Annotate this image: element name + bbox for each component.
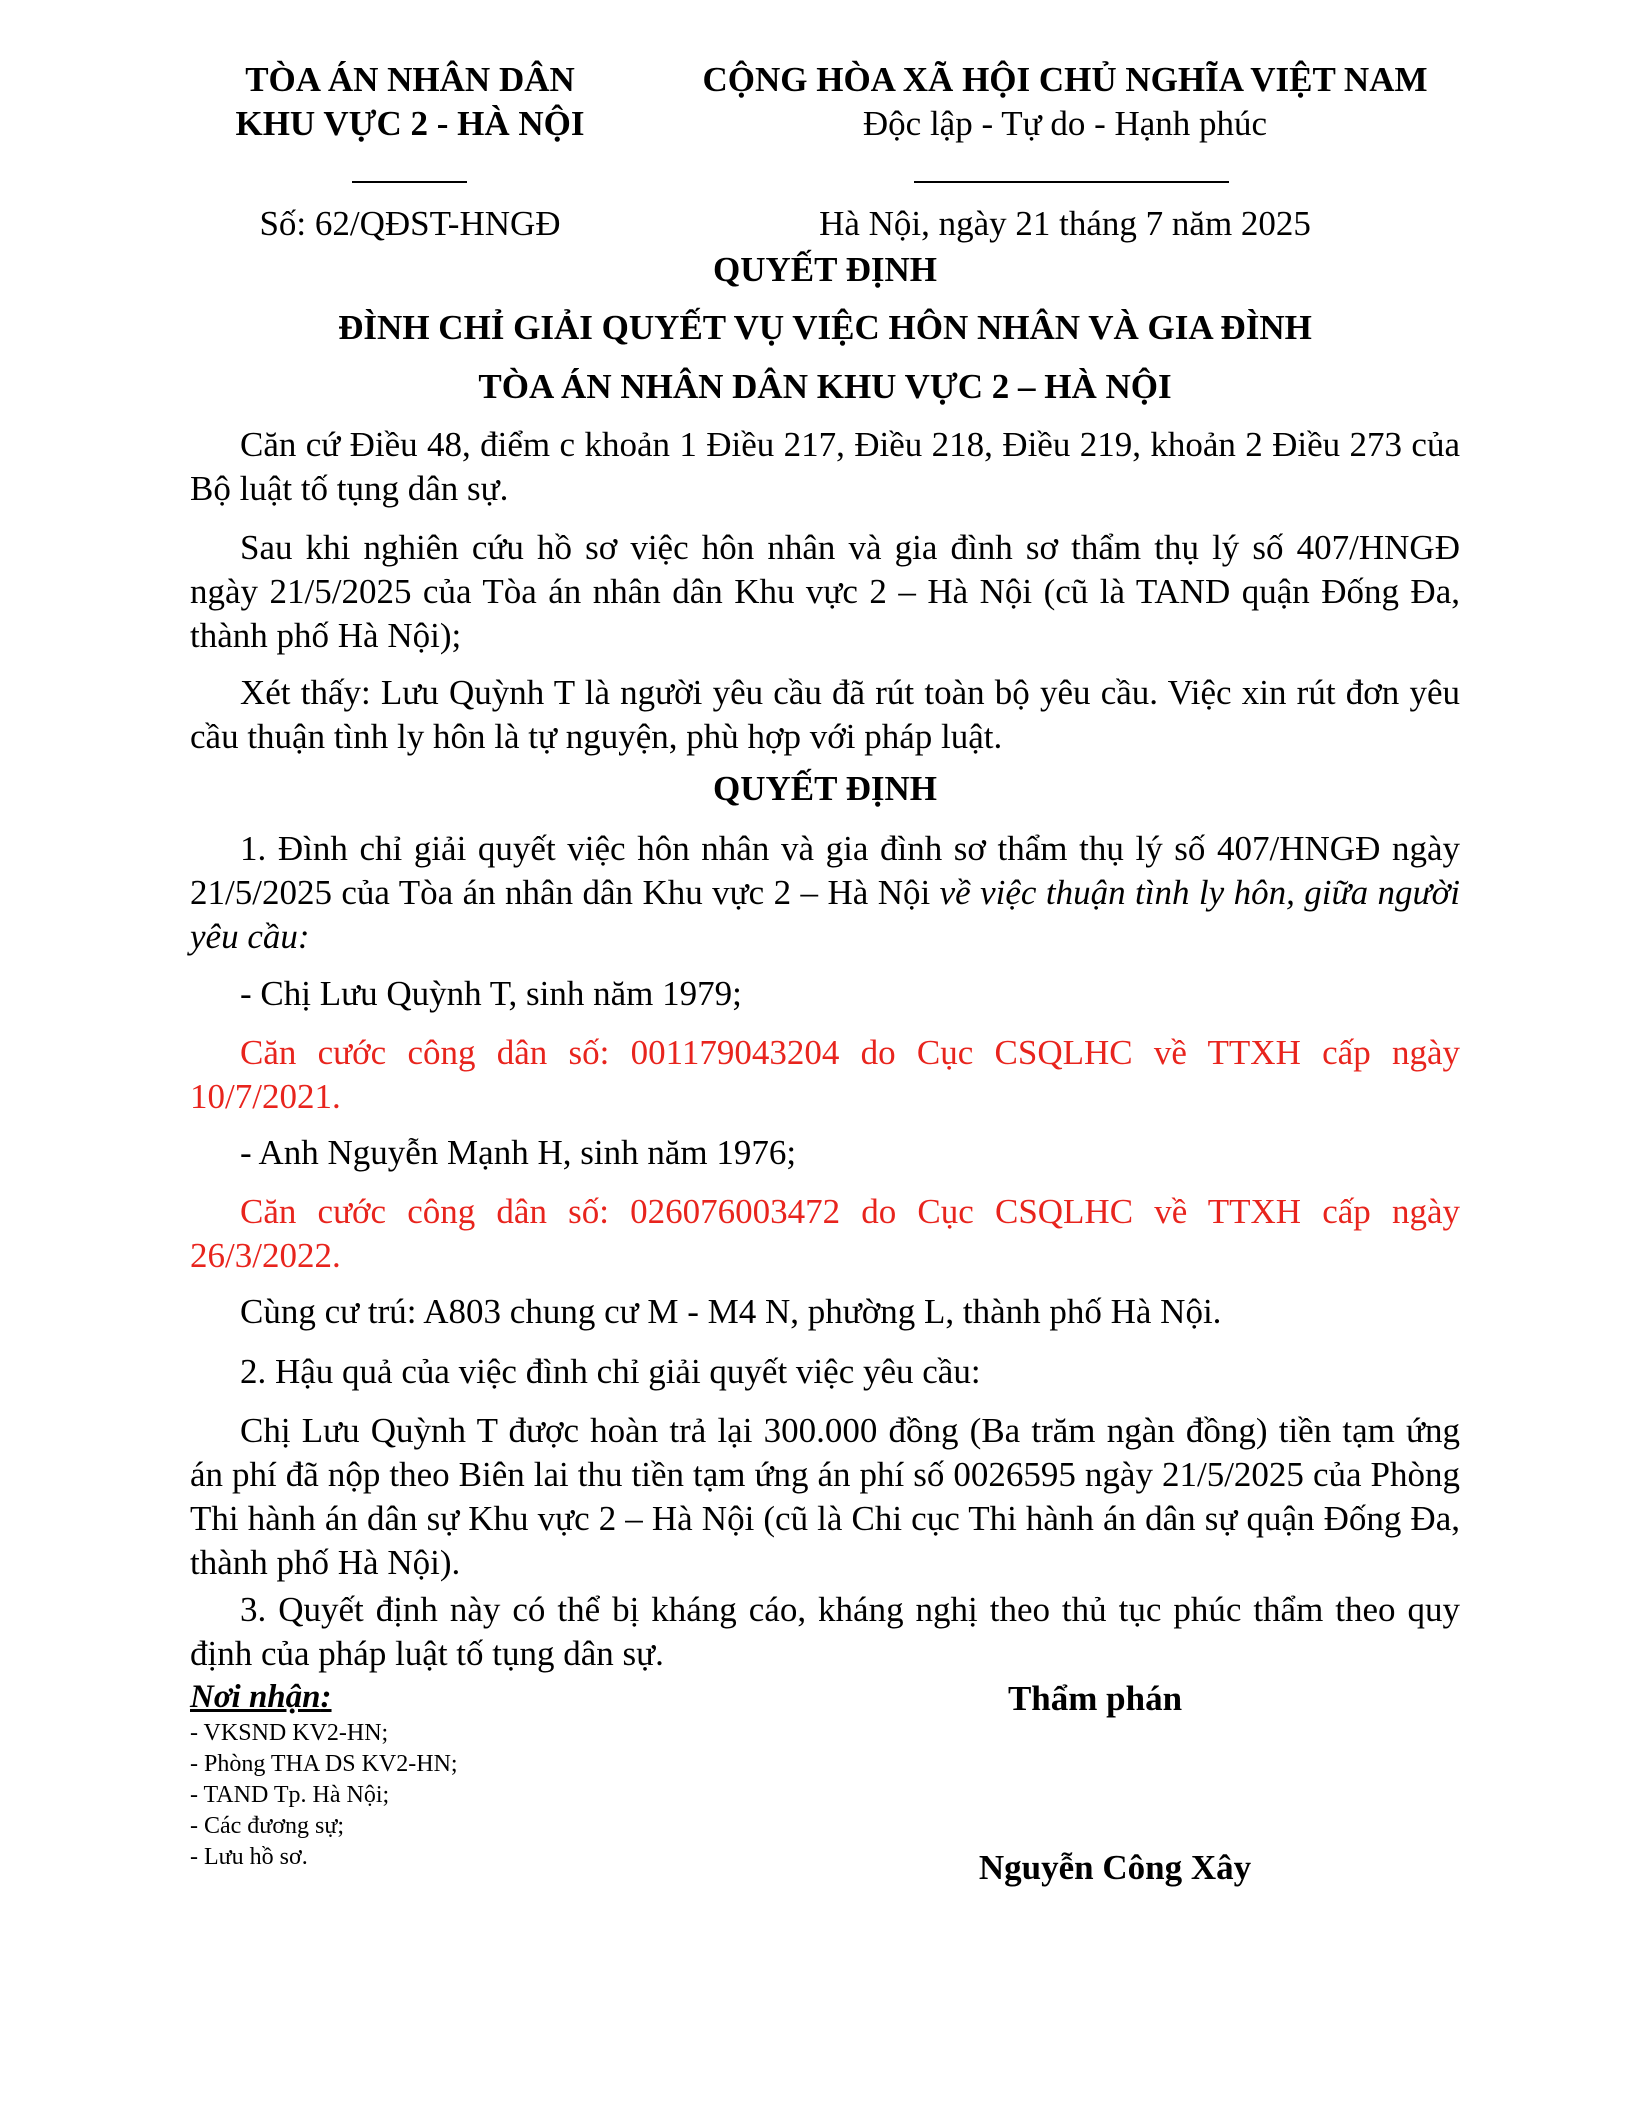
- finding-paragraph: Xét thấy: Lưu Quỳnh T là người yêu cầu đã rút toàn bộ yêu cầu. Việc xin rút đơn yêu cầu thuận tình ly hôn là tự nguyện, phù hợp với pháp luật.: [190, 673, 1460, 756]
- recipients-title: [190, 1677, 332, 1717]
- case-review-paragraph: Sau khi nghiên cứu hồ sơ việc hôn nhân và gia đình sơ thẩm thụ lý số 407/HNGĐ ngày 21/5/2025 của Tòa án nhân dân Khu vực 2 – Hà Nội (cũ là TAND quận Đống Đa, thành phố Hà Nội);: [190, 528, 1460, 655]
- recipient-item: - TAND Tp. Hà Nội;: [190, 1782, 390, 1808]
- decision-item-2-detail: Chị Lưu Quỳnh T được hoàn trả lại 300.000 đồng (Ba trăm ngàn đồng) tiền tạm ứng án phí đã nộp theo Biên lai thu tiền tạm ứng án phí số 0026595 ngày 21/5/2025 của Phòng Thi hành án dân sự Khu vực 2 – Hà Nội (cũ là Chi cục Thi hành án dân sự quận Đống Đa, thành phố Hà Nội).: [190, 1411, 1460, 1582]
- court-name-line2: KHU VỰC 2 - HÀ NỘI: [235, 104, 585, 143]
- residence: Cùng cư trú: A803 chung cư M - M4 N, phường L, thành phố Hà Nội.: [240, 1292, 1222, 1331]
- issuing-court: TÒA ÁN NHÂN DÂN KHU VỰC 2 – HÀ NỘI: [478, 367, 1172, 406]
- recipient-item: - VKSND KV2-HN;: [190, 1720, 389, 1746]
- divider-left: [352, 181, 467, 183]
- signer-title: Thẩm phán: [1007, 1679, 1183, 1718]
- decision-item-1-text: 1. Đình chỉ giải quyết việc hôn nhân và gia đình sơ thẩm thụ lý số 407/HNGĐ ngày 21/5/2025 của Tòa án nhân dân Khu vực 2 – Hà Nội: [190, 829, 1460, 912]
- signer-name: Nguyễn Công Xây: [978, 1848, 1252, 1887]
- recipient-item: - Phòng THA DS KV2-HN;: [190, 1751, 458, 1777]
- party-1: - Chị Lưu Quỳnh T, sinh năm 1979;: [240, 974, 742, 1013]
- document-number: Số: 62/QĐST-HNGĐ: [259, 204, 561, 243]
- document-title: QUYẾT ĐỊNH: [713, 250, 937, 289]
- party-1-id: Căn cước công dân số: 001179043204 do Cục CSQLHC về TTXH cấp ngày 10/7/2021.: [190, 1033, 1460, 1116]
- divider-right: [914, 181, 1229, 183]
- document-subtitle: ĐÌNH CHỈ GIẢI QUYẾT VỤ VIỆC HÔN NHÂN VÀ GIA ĐÌNH: [338, 308, 1312, 347]
- party-2: - Anh Nguyễn Mạnh H, sinh năm 1976;: [240, 1133, 797, 1172]
- court-name: [190, 58, 630, 146]
- decision-item-2: 2. Hậu quả của việc đình chỉ giải quyết việc yêu cầu:: [240, 1352, 981, 1391]
- legal-basis-paragraph: Căn cứ Điều 48, điểm c khoản 1 Điều 217, Điều 218, Điều 219, khoản 2 Điều 273 của Bộ luật tố tụng dân sự.: [190, 425, 1460, 508]
- republic-name: CỘNG HÒA XÃ HỘI CHỦ NGHĨA VIỆT NAM: [702, 60, 1428, 99]
- recipient-item: - Lưu hồ sơ.: [190, 1844, 308, 1870]
- decision-item-1: [190, 827, 1460, 959]
- recipient-item: - Các đương sự;: [190, 1813, 345, 1839]
- recipients-title-colon: :: [320, 1679, 332, 1715]
- decision-item-1-italic: về việc thuận tình ly hôn, giữa người yêu cầu:: [190, 873, 1460, 956]
- motto: Độc lập - Tự do - Hạnh phúc: [862, 104, 1268, 143]
- national-motto: [680, 58, 1450, 146]
- place-date: Hà Nội, ngày 21 tháng 7 năm 2025: [819, 204, 1311, 243]
- decision-item-3: 3. Quyết định này có thể bị kháng cáo, kháng nghị theo thủ tục phúc thẩm theo quy định của pháp luật tố tụng dân sự.: [190, 1590, 1460, 1673]
- party-2-id: Căn cước công dân số: 026076003472 do Cục CSQLHC về TTXH cấp ngày 26/3/2022.: [190, 1192, 1460, 1275]
- court-name-line1: TÒA ÁN NHÂN DÂN: [245, 60, 575, 99]
- recipients-title-text: Nơi nhận: [190, 1679, 321, 1715]
- decision-heading: QUYẾT ĐỊNH: [713, 769, 937, 808]
